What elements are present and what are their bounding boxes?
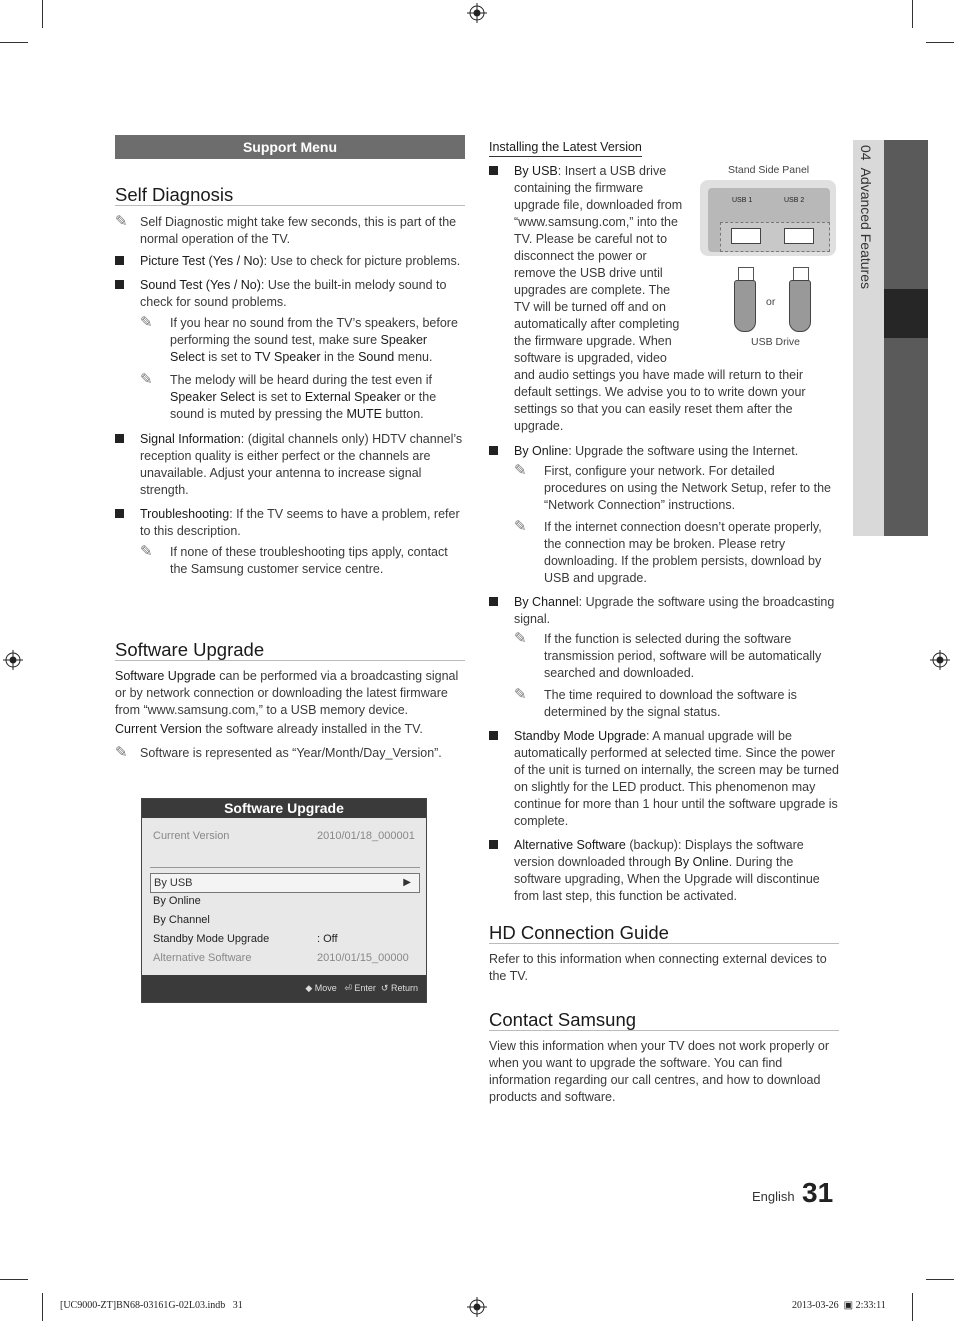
side-tab-marker <box>884 289 928 338</box>
print-file-name: [UC9000-ZT]BN68-03161G-02L03.indb 31 <box>60 1300 243 1311</box>
pencil-note-icon: ✎ <box>115 744 128 761</box>
usb-port-2 <box>784 228 814 244</box>
list-item: Alternative Software (backup): Displays the software version downloaded through By Online. During the software upgrading, When the Upgrade will discontinue from last step, this function be activated. <box>489 837 839 905</box>
list-item: Picture Test (Yes / No): Use to check for picture problems. <box>115 253 465 270</box>
note: ✎ The melody will be heard during the test even if Speaker Select is set to External Speaker or the sound is muted by pressing the MUTE button. <box>140 371 437 421</box>
note: ✎ If the function is selected during the software transmission period, software will be automatically searched and downloaded. <box>514 630 822 680</box>
usb-port-1 <box>731 228 761 244</box>
support-menu-banner <box>115 135 465 159</box>
pencil-note-icon: ✎ <box>115 213 128 230</box>
return-icon: ↺ <box>380 983 389 993</box>
bullet-icon <box>489 446 498 455</box>
menu-item-alternative-software[interactable]: Alternative Software 2010/01/15_00000 <box>153 952 409 964</box>
self-diagnosis-heading: Self Diagnosis <box>115 186 465 206</box>
list-item: Signal Information: (digital channels only) HDTV channel’s reception quality is either perfect or the channels are unavailable. Adjust your antenna to increase signal strength. <box>115 431 465 499</box>
pencil-note-icon: ✎ <box>140 371 153 388</box>
registration-mark-icon <box>467 3 487 23</box>
software-upgrade-menu <box>141 798 427 1003</box>
paragraph: Current Version the software already installed in the TV. <box>115 722 423 736</box>
list-item: Troubleshooting: If the TV seems to have a problem, refer to this description. ✎ If none of these troubleshooting tips apply, contact the Samsung customer service centre. <box>115 506 465 578</box>
menu-title: Software Upgrade <box>142 799 426 818</box>
note: ✎ If the internet connection doesn’t operate properly, the connection may be broken. Please retry downloading. If the problem persists, download by USB and upgrade. <box>514 518 822 585</box>
bullet-icon <box>115 434 124 443</box>
bullet-icon <box>489 731 498 740</box>
list-item: By Channel: Upgrade the software using the broadcasting signal. ✎ If the function is selected during the software transmission period, software will be automatically searched and downloaded. ✎ The time required to download the software is determined by the signal status. <box>489 594 839 721</box>
pencil-note-icon: ✎ <box>514 686 527 703</box>
enter-icon: ⏎ <box>344 983 352 993</box>
paragraph: Refer to this information when connecting external devices to the TV. <box>489 952 827 983</box>
crop-mark <box>926 42 954 43</box>
list-item: By USB: Insert a USB drive containing the firmware upgrade file, downloaded from “www.samsung.com,” into the TV. Please be careful not to disconnect the power or remove the USB drive until upgrades are complete. The TV will be turned off and on automatically after completing the firmware upgrade. When software is upgraded, video and audio settings you have made will return to their default settings. We advise you to to write down your settings so that you can easily reset them after the upgrade. <box>489 163 839 435</box>
bullet-icon <box>115 280 124 289</box>
installing-title: Installing the Latest Version <box>489 139 642 157</box>
bullet-icon <box>115 256 124 265</box>
print-date: 2013-03-26 ▣ 2:33:11 <box>792 1300 886 1311</box>
registration-mark-icon <box>3 650 23 670</box>
note: ✎ Software is represented as “Year/Month/Day_Version”. <box>115 744 442 761</box>
pencil-note-icon: ✎ <box>514 462 527 479</box>
side-tab-dark <box>884 140 928 536</box>
software-upgrade-section <box>115 641 465 762</box>
usb-drive-label: USB Drive <box>751 336 801 348</box>
contact-section <box>489 1011 839 1106</box>
arrow-right-icon: ▶ <box>403 877 411 888</box>
bullet-icon <box>115 509 124 518</box>
usb-drive-2-body <box>789 280 811 332</box>
page-number: 31 <box>802 1177 834 1208</box>
pencil-note-icon: ✎ <box>514 630 527 647</box>
pencil-note-icon: ✎ <box>140 543 153 560</box>
move-icon: ◆ <box>305 983 313 993</box>
usb-drive-1-body <box>734 280 756 332</box>
pencil-note-icon: ✎ <box>140 314 153 331</box>
clock-icon: ▣ <box>843 1300 854 1311</box>
paragraph: Software Upgrade can be performed via a broadcasting signal or by network connection or downloading the latest firmware from “www.samsung.com,” to a USB memory device. <box>115 669 459 717</box>
registration-mark-icon <box>467 1297 487 1317</box>
pencil-note-icon: ✎ <box>514 518 527 535</box>
menu-divider <box>150 867 420 868</box>
software-upgrade-heading: Software Upgrade <box>115 641 465 661</box>
note: ✎ First, configure your network. For detailed procedures on using the Network Setup, refer to the “Network Connection” instructions. <box>514 462 831 512</box>
support-menu-label: Support Menu <box>242 139 338 155</box>
menu-row-current-version: Current Version 2010/01/18_000001 <box>153 830 415 842</box>
menu-footer: ◆ Move ⏎ Enter ↺ Return <box>142 975 426 1002</box>
crop-mark <box>0 42 28 43</box>
self-diagnosis-section <box>115 186 465 578</box>
crop-mark <box>912 1293 913 1321</box>
list-item: Sound Test (Yes / No): Use the built-in melody sound to check for sound problems. ✎ If you hear no sound from the TV’s speakers, before performing the sound test, make sure Speaker Select is set to TV Speaker in the Sound menu. ✎ The melody will be heard during the test even if Speaker Select is set to External Speaker or the sound is muted by pressing the MUTE button. <box>115 277 465 423</box>
menu-item-standby-mode[interactable]: Standby Mode Upgrade : Off <box>153 933 338 945</box>
menu-item-by-channel[interactable]: By Channel <box>153 914 210 926</box>
usb1-label: USB 1 <box>732 197 753 204</box>
contact-heading: Contact Samsung <box>489 1011 839 1031</box>
menu-item-by-online[interactable]: By Online <box>153 895 201 907</box>
list-item: By Online: Upgrade the software using the Internet. ✎ First, configure your network. For detailed procedures on using the Network Setup, refer to the “Network Connection” instructions. ✎ If the internet connection doesn’t operate properly, the connection may be broken. Please retry downloading. If the problem persists, download by USB and upgrade. <box>489 443 839 587</box>
hd-guide-heading: HD Connection Guide <box>489 924 839 944</box>
crop-mark <box>0 1279 28 1280</box>
bullet-icon <box>489 166 498 175</box>
or-label: or <box>766 296 776 308</box>
menu-item-by-usb[interactable]: By USB ▶ <box>150 873 420 893</box>
crop-mark <box>926 1279 954 1280</box>
usb-figure <box>698 162 840 352</box>
footer-language: English <box>752 1189 795 1204</box>
list-item: Standby Mode Upgrade: A manual upgrade will be automatically performed at selected time. Since the power of the unit is turned on internally, the screen may be turned on slightly for the LED product. This phenomenon may continue for more than 1 hour until the software upgrade is complete. <box>489 728 839 830</box>
paragraph: View this information when your TV does not work properly or when you want to upgrade the software. You can find information regarding our call centres, and how to download products and software. <box>489 1039 829 1104</box>
note: ✎ Self Diagnostic might take few seconds, this is part of the normal operation of the TV. <box>115 213 457 246</box>
side-tab-label: 04 Advanced Features <box>858 145 874 289</box>
usb2-label: USB 2 <box>784 197 805 204</box>
bullet-icon <box>489 597 498 606</box>
stand-side-panel-label: Stand Side Panel <box>728 164 810 176</box>
crop-mark <box>912 0 913 28</box>
crop-mark <box>42 0 43 28</box>
registration-mark-icon <box>930 650 950 670</box>
note: ✎ If you hear no sound from the TV’s speakers, before performing the sound test, make sure Speaker Select is set to TV Speaker in the Sound menu. <box>140 314 458 364</box>
bullet-icon <box>489 840 498 849</box>
crop-mark <box>42 1293 43 1321</box>
note: ✎ The time required to download the software is determined by the signal status. <box>514 686 797 719</box>
note: ✎ If none of these troubleshooting tips apply, contact the Samsung customer service centre. <box>140 543 448 576</box>
hd-guide-section <box>489 924 839 985</box>
